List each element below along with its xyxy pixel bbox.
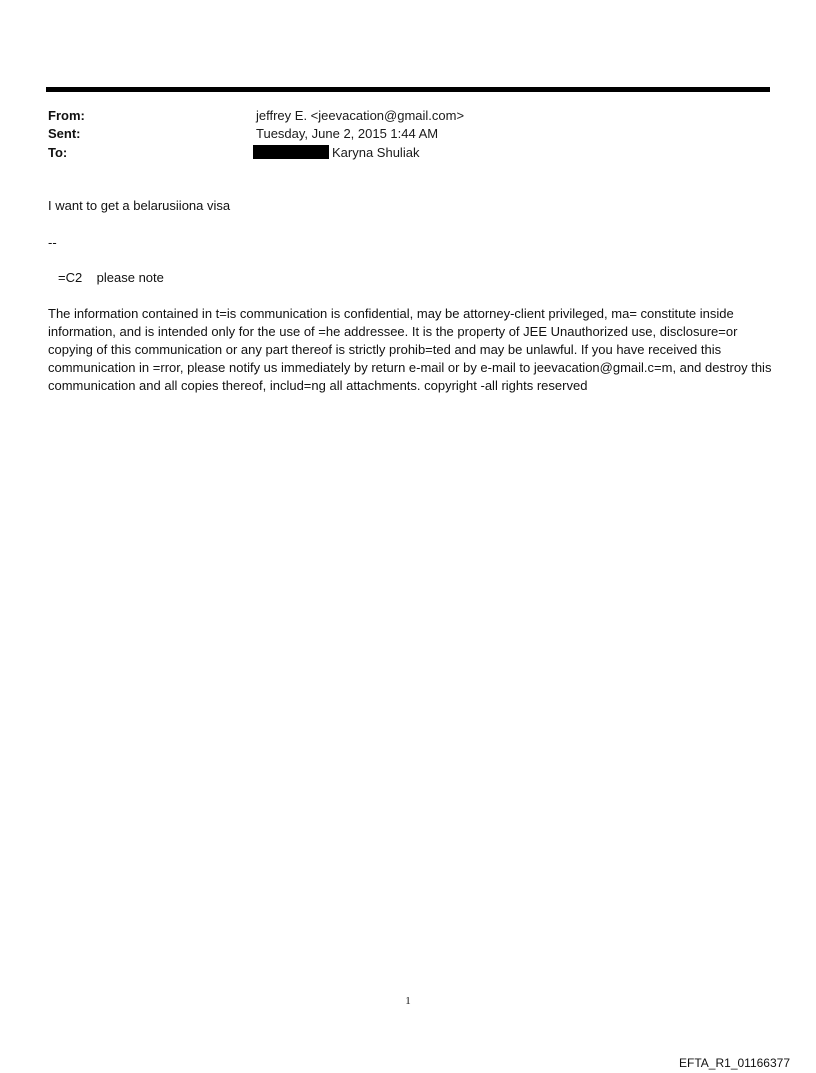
document-id: EFTA_R1_01166377 (679, 1056, 790, 1070)
signature-separator: -- (48, 235, 57, 250)
note-line: =C2 please note (58, 270, 164, 285)
to-label: To: (48, 145, 68, 160)
sent-label: Sent: (48, 126, 81, 141)
confidentiality-disclaimer: The information contained in t=is communication is confidential, may be attorney-client privileged, ma= constitute inside information, and is intended only for the use of =he addressee. It is the property of JEE Unauthorized use, disclosure=or copying of this communication or any part thereof is strictly prohib=ted and may be unlawful. If you have received this communication in =rror, please notify us immediately by return e-mail or by e-mail to jeevacation@gmail.c=m, and destroy this communication and all copies thereof, includ=ng all attachments. copyright -all rights reserved (48, 306, 772, 393)
to-field (253, 145, 419, 161)
from-value: jeffrey E. <jeevacation@gmail.com> (256, 108, 465, 123)
to-value: Karyna Shuliak (332, 145, 420, 160)
header-rule (46, 87, 770, 92)
message-text: I want to get a belarusiiona visa (48, 198, 231, 213)
sent-value: Tuesday, June 2, 2015 1:44 AM (256, 126, 439, 141)
from-label: From: (48, 108, 85, 123)
page-number: 1 (405, 995, 411, 1007)
redaction-box (253, 145, 329, 159)
